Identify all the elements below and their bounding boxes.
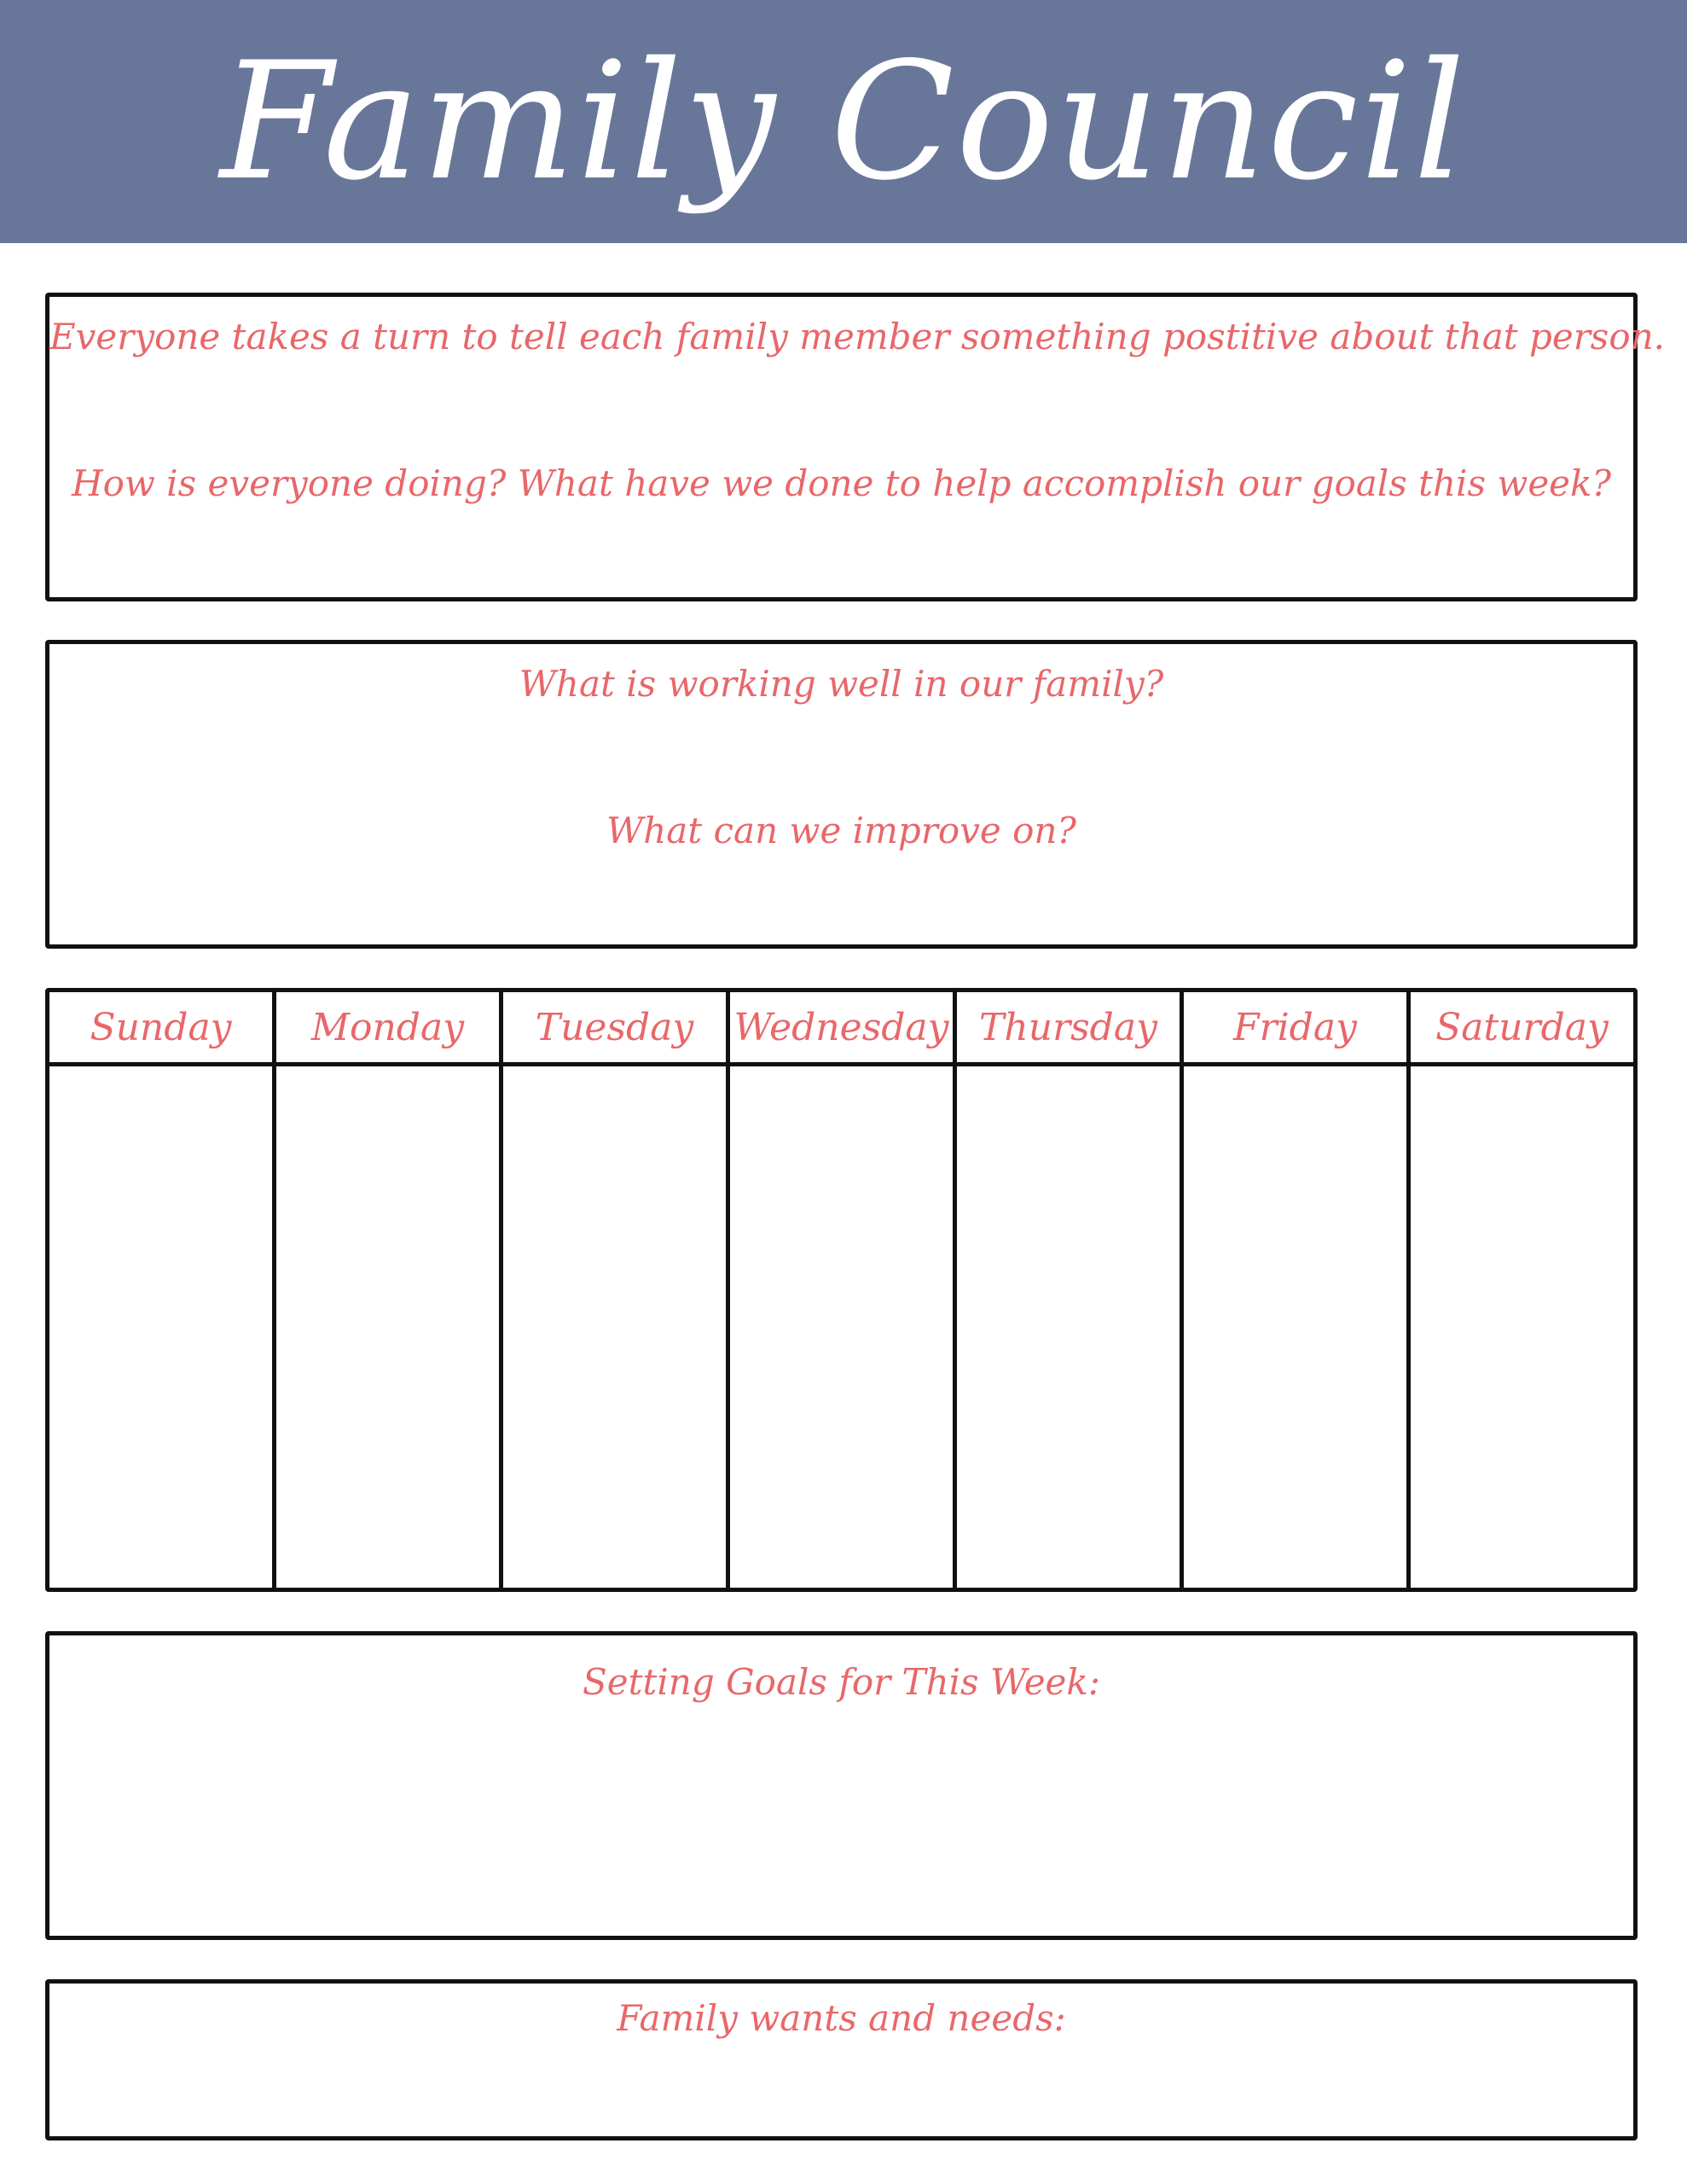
goals-label: Setting Goals for This Week:	[582, 1661, 1101, 1703]
day-cell[interactable]	[957, 1066, 1180, 1588]
day-column-sunday	[49, 992, 276, 1588]
day-header: Wednesday	[730, 992, 953, 1066]
wants-needs-label: Family wants and needs:	[617, 1997, 1066, 2039]
day-cell[interactable]	[503, 1066, 726, 1588]
working-well-prompt: What is working well in our family?	[519, 663, 1164, 705]
day-header: Monday	[276, 992, 499, 1066]
wants-needs-box[interactable]	[45, 1979, 1638, 2140]
progress-prompt: How is everyone doing? What have we done to help accomplish our goals this week?	[71, 462, 1612, 504]
day-header: Friday	[1184, 992, 1406, 1066]
day-column-tuesday	[503, 992, 730, 1588]
compliments-prompt: Everyone takes a turn to tell each family member something postitive about that person.	[49, 316, 1666, 357]
weekly-calendar	[45, 988, 1638, 1592]
compliments-box[interactable]	[45, 293, 1666, 601]
day-header: Saturday	[1411, 992, 1633, 1066]
day-header: Sunday	[49, 992, 272, 1066]
day-column-saturday	[1411, 992, 1633, 1588]
day-cell[interactable]	[1411, 1066, 1633, 1588]
day-header: Tuesday	[503, 992, 726, 1066]
day-cell[interactable]	[730, 1066, 953, 1588]
improve-prompt: What can we improve on?	[606, 810, 1076, 851]
header-banner	[0, 0, 1687, 243]
page-title: Family Council	[219, 26, 1468, 216]
day-column-wednesday	[730, 992, 957, 1588]
day-column-thursday	[957, 992, 1184, 1588]
day-cell[interactable]	[49, 1066, 272, 1588]
day-cell[interactable]	[276, 1066, 499, 1588]
day-cell[interactable]	[1184, 1066, 1406, 1588]
goals-box[interactable]	[45, 1631, 1638, 1940]
day-header: Thursday	[957, 992, 1180, 1066]
reflection-box[interactable]	[45, 640, 1638, 949]
day-column-friday	[1184, 992, 1411, 1588]
day-column-monday	[276, 992, 503, 1588]
